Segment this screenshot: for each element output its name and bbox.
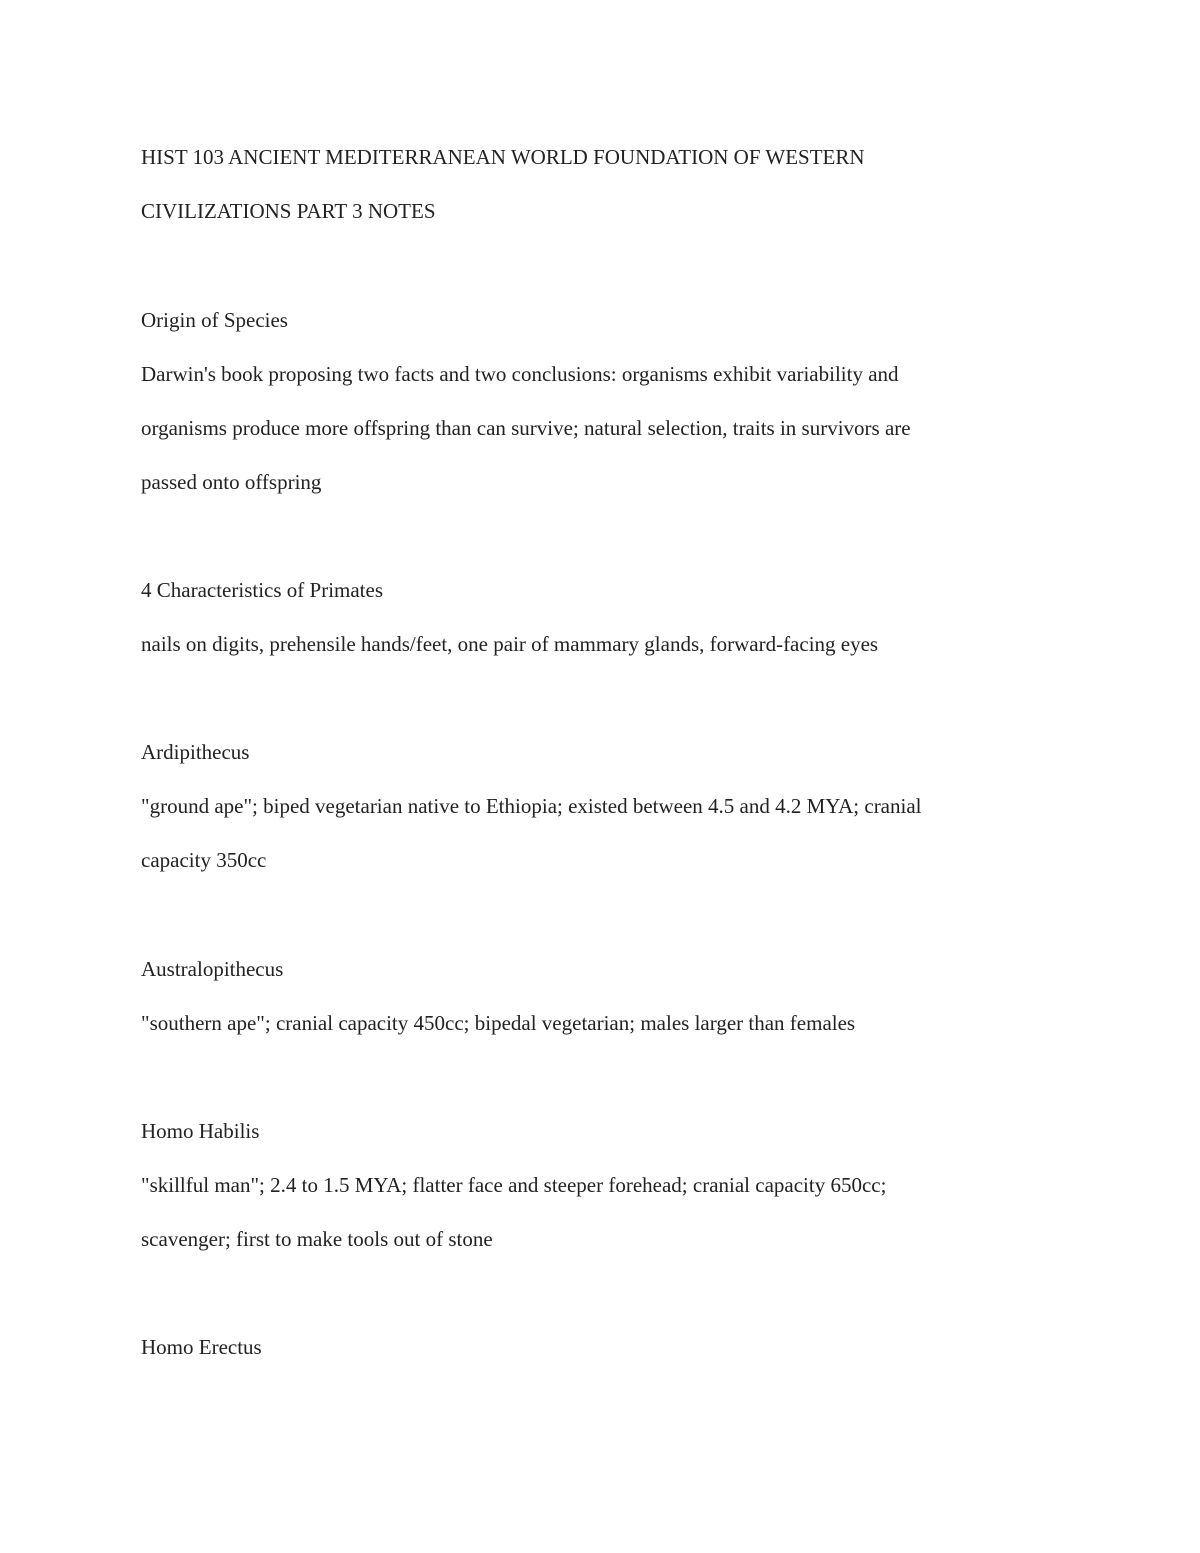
section-text-homo-habilis-line-2: scavenger; first to make tools out of stone bbox=[141, 1227, 493, 1251]
document-title-line-1: HIST 103 ANCIENT MEDITERRANEAN WORLD FOUNDATION OF WESTERN bbox=[141, 145, 865, 169]
section-heading-primates: 4 Characteristics of Primates bbox=[141, 578, 384, 602]
section-text-australopithecus-line-1: "southern ape"; cranial capacity 450cc; bipedal vegetarian; males larger than females bbox=[141, 1011, 856, 1035]
section-text-ardipithecus-line-2: capacity 350cc bbox=[141, 848, 267, 872]
section-heading-australopithecus: Australopithecus bbox=[141, 957, 284, 981]
section-text-origin-of-species-line-1: Darwin's book proposing two facts and two conclusions: organisms exhibit variability and bbox=[141, 362, 899, 386]
section-text-primates-line-1: nails on digits, prehensile hands/feet, one pair of mammary glands, forward-facing eyes bbox=[141, 632, 879, 656]
section-heading-homo-erectus: Homo Erectus bbox=[141, 1335, 262, 1359]
section-text-ardipithecus-line-1: "ground ape"; biped vegetarian native to Ethiopia; existed between 4.5 and 4.2 MYA; cranial bbox=[141, 794, 922, 818]
section-heading-origin-of-species: Origin of Species bbox=[141, 308, 288, 332]
section-text-homo-habilis-line-1: "skillful man"; 2.4 to 1.5 MYA; flatter face and steeper forehead; cranial capacity 650cc; bbox=[141, 1173, 887, 1197]
section-heading-homo-habilis: Homo Habilis bbox=[141, 1119, 260, 1143]
section-text-origin-of-species-line-2: organisms produce more offspring than can survive; natural selection, traits in survivors are bbox=[141, 416, 911, 440]
section-heading-ardipithecus: Ardipithecus bbox=[141, 740, 250, 764]
section-text-origin-of-species-line-3: passed onto offspring bbox=[141, 470, 322, 494]
document-title-line-2: CIVILIZATIONS PART 3 NOTES bbox=[141, 199, 436, 223]
